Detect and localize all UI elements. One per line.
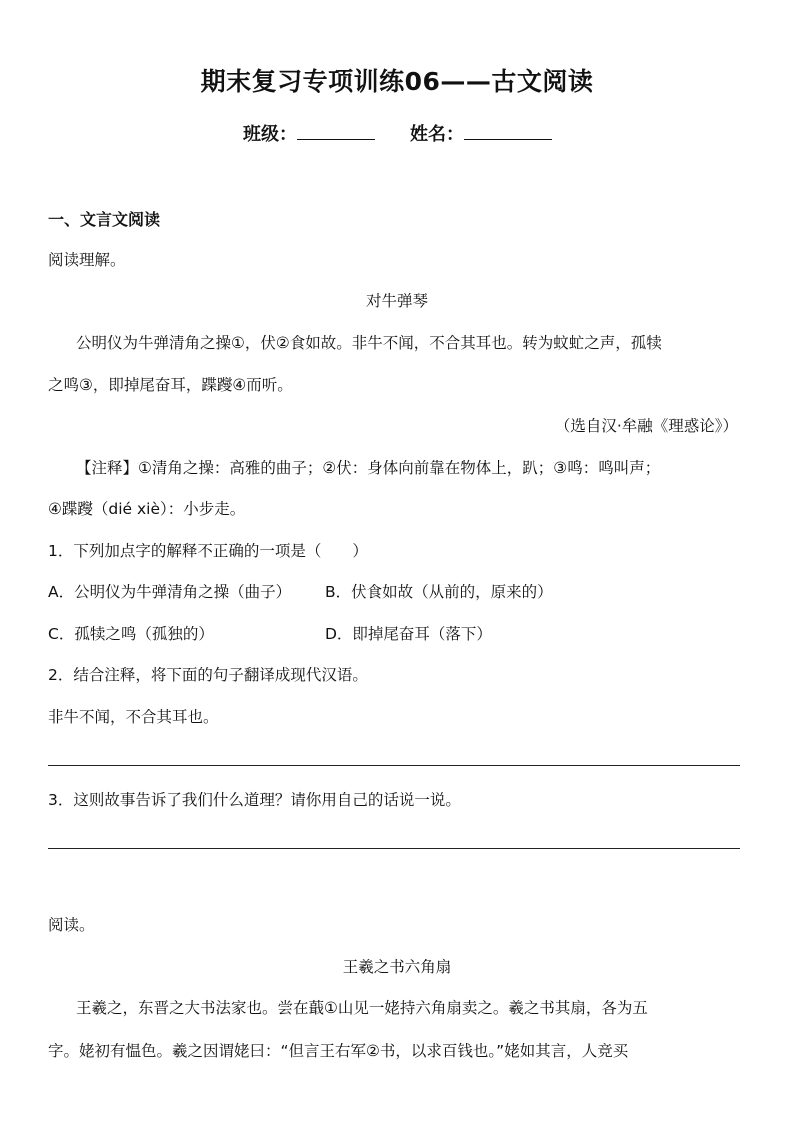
passage-title-2: 王羲之书六角扇 (342, 958, 452, 976)
class-blank (297, 123, 375, 140)
passage-line: 之鸣③，即掉尾奋耳，蹀躞④而听。 (48, 376, 293, 394)
instruction-text: 阅读理解。 (48, 251, 126, 269)
passage-source: （选自汉·牟融《理惑论》） (554, 417, 738, 435)
answer-line (48, 765, 740, 766)
option-c: C．孤犊之鸣（孤独的） (48, 625, 214, 643)
page-title: 期末复习专项训练06——古文阅读 (200, 67, 594, 96)
passage-line: 字。姥初有愠色。羲之因谓姥曰：“但言王右军②书，以求百钱也。”姥如其言，人竞买 (48, 1042, 629, 1060)
class-field (243, 120, 375, 146)
section-heading: 一、文言文阅读 (48, 210, 161, 229)
passage-title: 对牛弹琴 (365, 292, 428, 310)
instruction-text-2: 阅读。 (48, 916, 95, 934)
class-label: 班级： (243, 124, 297, 145)
question-1: 1．下列加点字的解释不正确的一项是（ ） (48, 542, 368, 560)
option-a: A．公明仪为牛弹清角之操（曲子） (48, 583, 292, 601)
name-label: 姓名： (410, 124, 464, 145)
question-2-sentence: 非牛不闻，不合其耳也。 (48, 708, 219, 726)
option-d: D．即掉尾奋耳（落下） (325, 625, 492, 643)
passage-line: 王羲之，东晋之大书法家也。尝在蕺①山见一姥持六角扇卖之。羲之书其扇，各为五 (76, 999, 648, 1017)
question-2: 2．结合注释，将下面的句子翻译成现代汉语。 (48, 666, 368, 684)
passage-line: 公明仪为牛弹清角之操①，伏②食如故。非牛不闻，不合其耳也。转为蚊虻之声，孤犊 (76, 334, 662, 352)
answer-line (48, 848, 740, 849)
option-b: B．伏食如故（从前的，原来的） (325, 583, 553, 601)
name-blank (464, 123, 552, 140)
question-3: 3．这则故事告诉了我们什么道理？请你用自己的话说一说。 (48, 791, 461, 809)
name-field (410, 120, 552, 146)
note-line: ④蹀躞（dié xiè）：小步走。 (48, 500, 246, 518)
note-line: 【注释】①清角之操：高雅的曲子；②伏：身体向前靠在物体上，趴；③鸣：鸣叫声； (76, 459, 661, 477)
